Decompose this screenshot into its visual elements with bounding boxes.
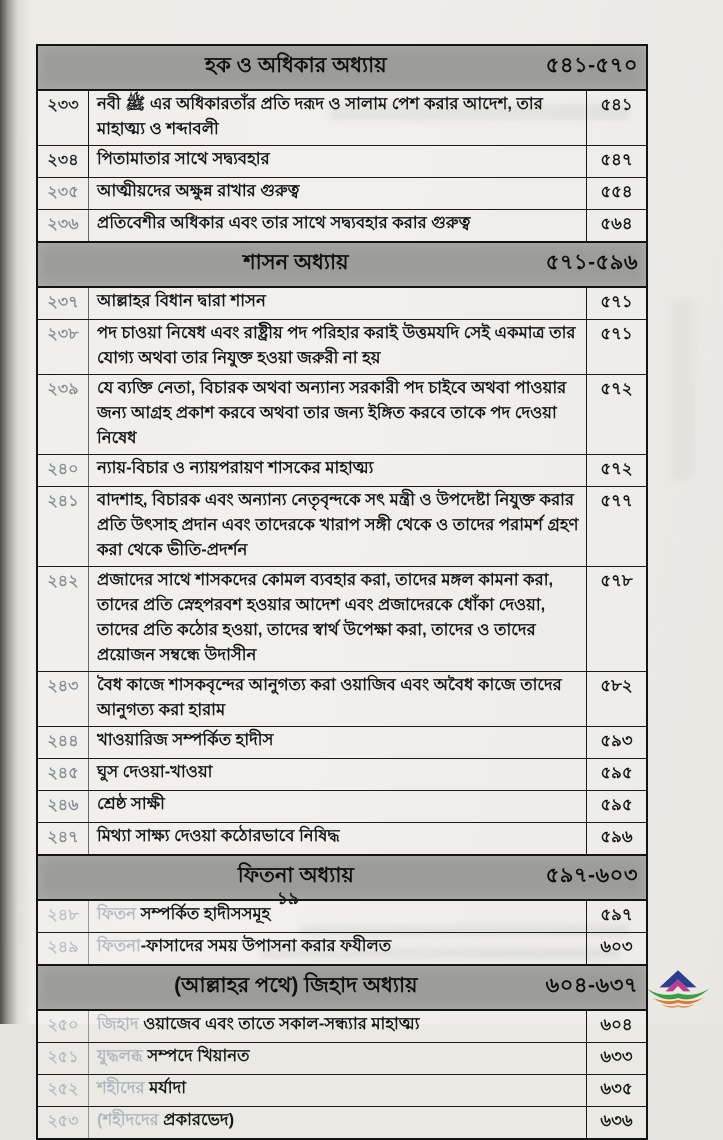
row-title-faded-word: যুদ্ধলব্ধ (97, 1047, 143, 1065)
row-title-faded-word: ফিতন (97, 905, 137, 923)
row-title: মিথ্যা সাক্ষ্য দেওয়া কঠোরভাবে নিষিদ্ধ (97, 827, 340, 845)
row-page-number: ৫৬৪ (586, 210, 646, 241)
row-page-number: ৬০৩ (586, 933, 646, 964)
page-number: ১৯ (276, 889, 300, 908)
toc-row (38, 454, 646, 486)
section-header (38, 854, 646, 901)
toc-row (38, 901, 646, 932)
row-title: শহীদের মর্যাদা (97, 1079, 187, 1097)
row-title: যুদ্ধলব্ধ সম্পদে খিয়ানত (97, 1047, 250, 1065)
row-title: প্রতিবেশীর অধিকার এবং তার সাথে সদ্ব্যবহার করার গুরুত্ব (97, 214, 471, 232)
row-number: ২৪২ (38, 567, 89, 671)
toc-row (38, 91, 646, 145)
row-number: ২৩৬ (38, 210, 89, 241)
toc-row (38, 726, 646, 758)
toc-row (38, 671, 646, 726)
toc-row (38, 145, 646, 177)
section-header (38, 964, 646, 1011)
row-page-number: ৫৭১ (586, 288, 646, 319)
row-page-number: ৫৯৭ (586, 901, 646, 932)
toc-table (36, 44, 648, 1140)
row-title: ফিতনা-ফাসাদের সময় উপাসনা করার ফযীলত (97, 937, 392, 955)
row-title: ঘুস দেওয়া-খাওয়া (97, 763, 213, 781)
row-page-number: ৫৭২ (586, 375, 646, 454)
toc-row (38, 486, 646, 566)
row-title: পদ চাওয়া নিষেধ এবং রাষ্ট্রীয় পদ পরিহার করাই উত্তমযদি সেই একমাত্র তার যোগ্য অথবা তার নিযুক্ত হওয়া জরুরী না হয় (97, 324, 576, 367)
row-number: ২৪৬ (38, 791, 89, 822)
section-title: ফিতনা অধ্যায় (237, 864, 354, 887)
section-page-range: ৫৭১-৫৯৬ (545, 251, 638, 274)
row-title: পিতামাতার সাথে সদ্ব্যবহার (97, 150, 270, 168)
section-page-range: ৫৪১-৫৭০ (545, 54, 638, 77)
row-title: জিহাদ ওয়াজেব এবং তাতে সকাল-সন্ধ্যার মাহাত্ম্য (97, 1015, 420, 1033)
section-page-range: ৬০৪-৬৩৭ (545, 974, 638, 997)
row-page-number: ৬০৪ (586, 1011, 646, 1042)
row-page-number: ৫৭৮ (586, 567, 646, 671)
row-page-number: ৬৩৫ (586, 1075, 646, 1106)
row-page-number: ৫৭১ (586, 320, 646, 374)
toc-row (38, 374, 646, 454)
toc-row (38, 177, 646, 209)
row-number: ২৩৩ (38, 91, 89, 145)
section-header (38, 46, 646, 91)
row-number: ২৫০ (38, 1011, 89, 1042)
toc-row (38, 790, 646, 822)
row-title: বাদশাহ, বিচারক এবং অন্যান্য নেতৃবৃন্দকে সৎ মন্ত্রী ও উপদেষ্টা নিযুক্ত করার প্রতি উৎসাহ প্রদান এবং তাদেরকে খারাপ সঙ্গী থেকে ও তাদের পরামর্শ গ্রহণ করা থেকে ভীতি-প্রদর্শন (97, 491, 579, 559)
toc-row (38, 1106, 646, 1138)
row-title: ফিতন সম্পর্কিত হাদীসসমূহ (97, 905, 271, 923)
row-number: ২৫৩ (38, 1107, 89, 1138)
row-page-number: ৬৩৩ (586, 1043, 646, 1074)
row-title: শ্রেষ্ঠ সাক্ষী (97, 795, 165, 813)
row-title: যে ব্যক্তি নেতা, বিচারক অথবা অন্যান্য সরকারী পদ চাইবে অথবা পাওয়ার জন্য আগ্রহ প্রকাশ করবে অথবা তার জন্য ইঙ্গিত করবে তাকে পদ দেওয়া নিষেধ (97, 379, 567, 447)
row-number: ২৪১ (38, 487, 89, 566)
row-number: ২৩৮ (38, 320, 89, 374)
publisher-logo-icon (645, 968, 711, 1016)
row-page-number: ৫৯৫ (586, 791, 646, 822)
row-title: প্রজাদের সাথে শাসকদের কোমল ব্যবহার করা, তাদের মঙ্গল কামনা করা, তাদের প্রতি স্নেহপরবশ হওয়ার আদেশ এবং প্রজাদেরকে ধোঁকা দেওয়া, তাদের প্রতি কঠোর হওয়া, তাদের স্বার্থ উপেক্ষা করা, তাদের ও তাদের প্রয়োজন সম্বন্ধে উদাসীন (97, 571, 554, 664)
row-page-number: ৫৭৭ (586, 487, 646, 566)
toc-row (38, 209, 646, 241)
row-number: ২৪৩ (38, 672, 89, 726)
book-binding-shadow (0, 0, 30, 1024)
row-page-number: ৫৯৩ (586, 727, 646, 758)
row-title: ন্যায়-বিচার ও ন্যায়পরায়ণ শাসকের মাহাত্ম্য (97, 459, 374, 477)
row-number: ২৩৫ (38, 178, 89, 209)
row-number: ২৪০ (38, 455, 89, 486)
row-title: (শহীদদের প্রকারভেদ) (97, 1111, 235, 1129)
toc-row (38, 1042, 646, 1074)
row-number: ২৩৭ (38, 288, 89, 319)
section-title: (আল্লাহর পথে) জিহাদ অধ্যায় (174, 974, 418, 997)
row-title-faded-word: (শহীদদের (97, 1111, 159, 1129)
toc-row (38, 758, 646, 790)
row-number: ২৪৪ (38, 727, 89, 758)
row-title: বৈধ কাজে শাসকবৃন্দের আনুগত্য করা ওয়াজিব এবং অবৈধ কাজে তাদের আনুগত্য করা হারাম (97, 676, 562, 719)
section-title: হক ও অধিকার অধ্যায় (205, 54, 387, 77)
toc-row (38, 822, 646, 854)
row-page-number: ৫৫৪ (586, 178, 646, 209)
row-number: ২৫১ (38, 1043, 89, 1074)
toc-row (38, 1074, 646, 1106)
toc-row (38, 932, 646, 964)
row-title: খাওয়ারিজ সম্পর্কিত হাদীস (97, 731, 274, 749)
row-number: ২৪৫ (38, 759, 89, 790)
row-title-faded-word: জিহাদ (97, 1015, 139, 1033)
toc-row (38, 288, 646, 319)
section-title: শাসন অধ্যায় (243, 251, 349, 274)
section-header (38, 241, 646, 288)
toc-row (38, 566, 646, 671)
section-page-range: ৫৯৭-৬০৩ (545, 864, 638, 887)
row-number: ২৪৮ (38, 901, 89, 932)
row-page-number: ৫৯৬ (586, 823, 646, 854)
ink-bleedthrough (672, 300, 694, 480)
row-title: আল্লাহর বিধান দ্বারা শাসন (97, 292, 266, 310)
row-number: ২৩৪ (38, 146, 89, 177)
row-number: ২৫২ (38, 1075, 89, 1106)
row-title-faded-word: শহীদের (97, 1079, 145, 1097)
row-number: ২৩৯ (38, 375, 89, 454)
row-page-number: ৫৪৭ (586, 146, 646, 177)
row-page-number: ৫৪১ (586, 91, 646, 145)
row-title: নবী ﷺ এর অধিকারতাঁর প্রতি দরূদ ও সালাম পেশ করার আদেশ, তার মাহাত্ম্য ও শব্দাবলী (97, 95, 543, 138)
row-page-number: ৫৯৫ (586, 759, 646, 790)
row-title-faded-word: ফিতনা (97, 937, 141, 955)
toc-row (38, 1011, 646, 1042)
row-title: আত্মীয়দের অক্ষুন্ন রাখার গুরুত্ব (97, 182, 300, 200)
row-page-number: ৬৩৬ (586, 1107, 646, 1138)
row-page-number: ৫৮২ (586, 672, 646, 726)
row-number: ২৪৯ (38, 933, 89, 964)
toc-row (38, 319, 646, 374)
row-number: ২৪৭ (38, 823, 89, 854)
row-page-number: ৫৭২ (586, 455, 646, 486)
